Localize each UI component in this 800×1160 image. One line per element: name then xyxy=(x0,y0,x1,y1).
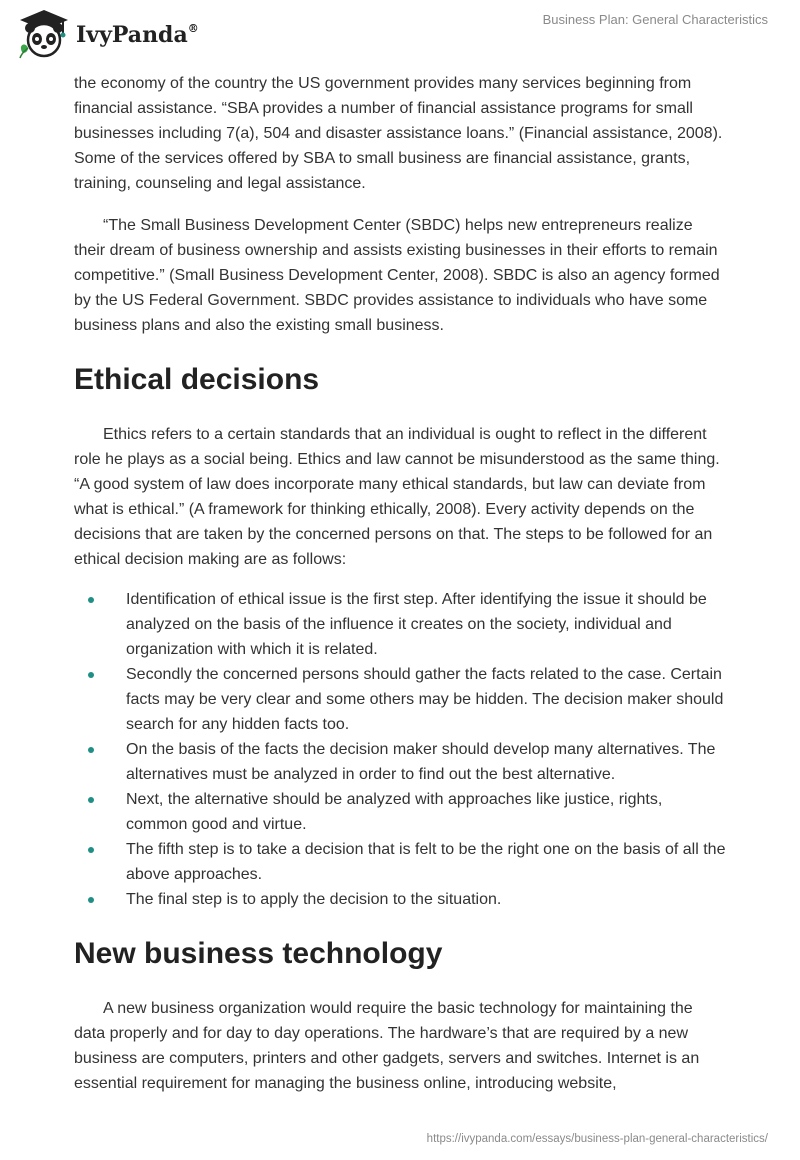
paragraph-sbdc: “The Small Business Development Center (SBDC) helps new entrepreneurs realize their dream of business ownership and assists existing businesses in their efforts to remain competitive.” (Small Business Development Center, 2008). SBDC is also an agency formed by the US Federal Government. SBDC provides assistance to individuals who have some business plans and also the existing small business. xyxy=(74,217,720,334)
bullet-icon xyxy=(88,797,94,803)
list-item: The fifth step is to take a decision that is felt to be the right one on the basis of all the above approaches. xyxy=(74,837,726,887)
list-item: Next, the alternative should be analyzed with approaches like justice, rights, common good and virtue. xyxy=(74,787,726,837)
list-item: The final step is to apply the decision to the situation. xyxy=(74,887,726,912)
paragraph-sba: the economy of the country the US government provides many services beginning from financial assistance. “SBA provides a number of financial assistance programs for small businesses including 7(a), 504 and disaster assistance loans.” (Financial assistance, 2008). Some of the services offered by SBA to small business are financial assistance, grants, training, counseling and legal assistance. xyxy=(74,75,723,192)
panda-graduate-icon xyxy=(16,8,72,60)
bullet-icon xyxy=(88,897,94,903)
logo-text: IvyPanda® xyxy=(76,21,199,48)
essay-body xyxy=(74,71,726,1096)
document-title: Business Plan: General Characteristics xyxy=(542,12,768,27)
heading-ethical-decisions: Ethical decisions xyxy=(74,363,320,396)
bullet-icon xyxy=(88,597,94,603)
paragraph-technology: A new business organization would require the basic technology for maintaining the data properly and for day to day operations. The hardware’s that are required by a new business are computers, printers and other gadgets, servers and switches. Internet is an essential requirement for managing the business online, introducing website, xyxy=(74,1000,700,1092)
heading-new-business-technology: New business technology xyxy=(74,937,443,970)
page-header xyxy=(0,0,800,70)
list-item: Secondly the concerned persons should gather the facts related to the case. Certain facts may be very clear and some others may be hidden. The decision maker should search for any hidden facts too. xyxy=(74,662,726,737)
ethical-steps-list xyxy=(74,587,726,912)
paragraph-ethics: Ethics refers to a certain standards that an individual is ought to reflect in the different role he plays as a social being. Ethics and law cannot be misunderstood as the same thing. “A good system of law does incorporate many ethical standards, but law can deviate from what is ethical.” (A framework for thinking ethically, 2008). Every activity depends on the decisions that are taken by the concerned persons on that. The steps to be followed for an ethical decision making are as follows: xyxy=(74,426,720,568)
bullet-icon xyxy=(88,847,94,853)
list-item: On the basis of the facts the decision maker should develop many alternatives. The alternatives must be analyzed in order to find out the best alternative. xyxy=(74,737,726,787)
registered-mark: ® xyxy=(187,21,199,35)
ivypanda-logo[interactable] xyxy=(16,8,199,60)
bullet-icon xyxy=(88,747,94,753)
list-item: Identification of ethical issue is the first step. After identifying the issue it should be analyzed on the basis of the influence it creates on the society, individual and organization with which it is related. xyxy=(74,587,726,662)
bullet-icon xyxy=(88,672,94,678)
source-url-link[interactable]: https://ivypanda.com/essays/business-plan-general-characteristics/ xyxy=(426,1133,768,1145)
